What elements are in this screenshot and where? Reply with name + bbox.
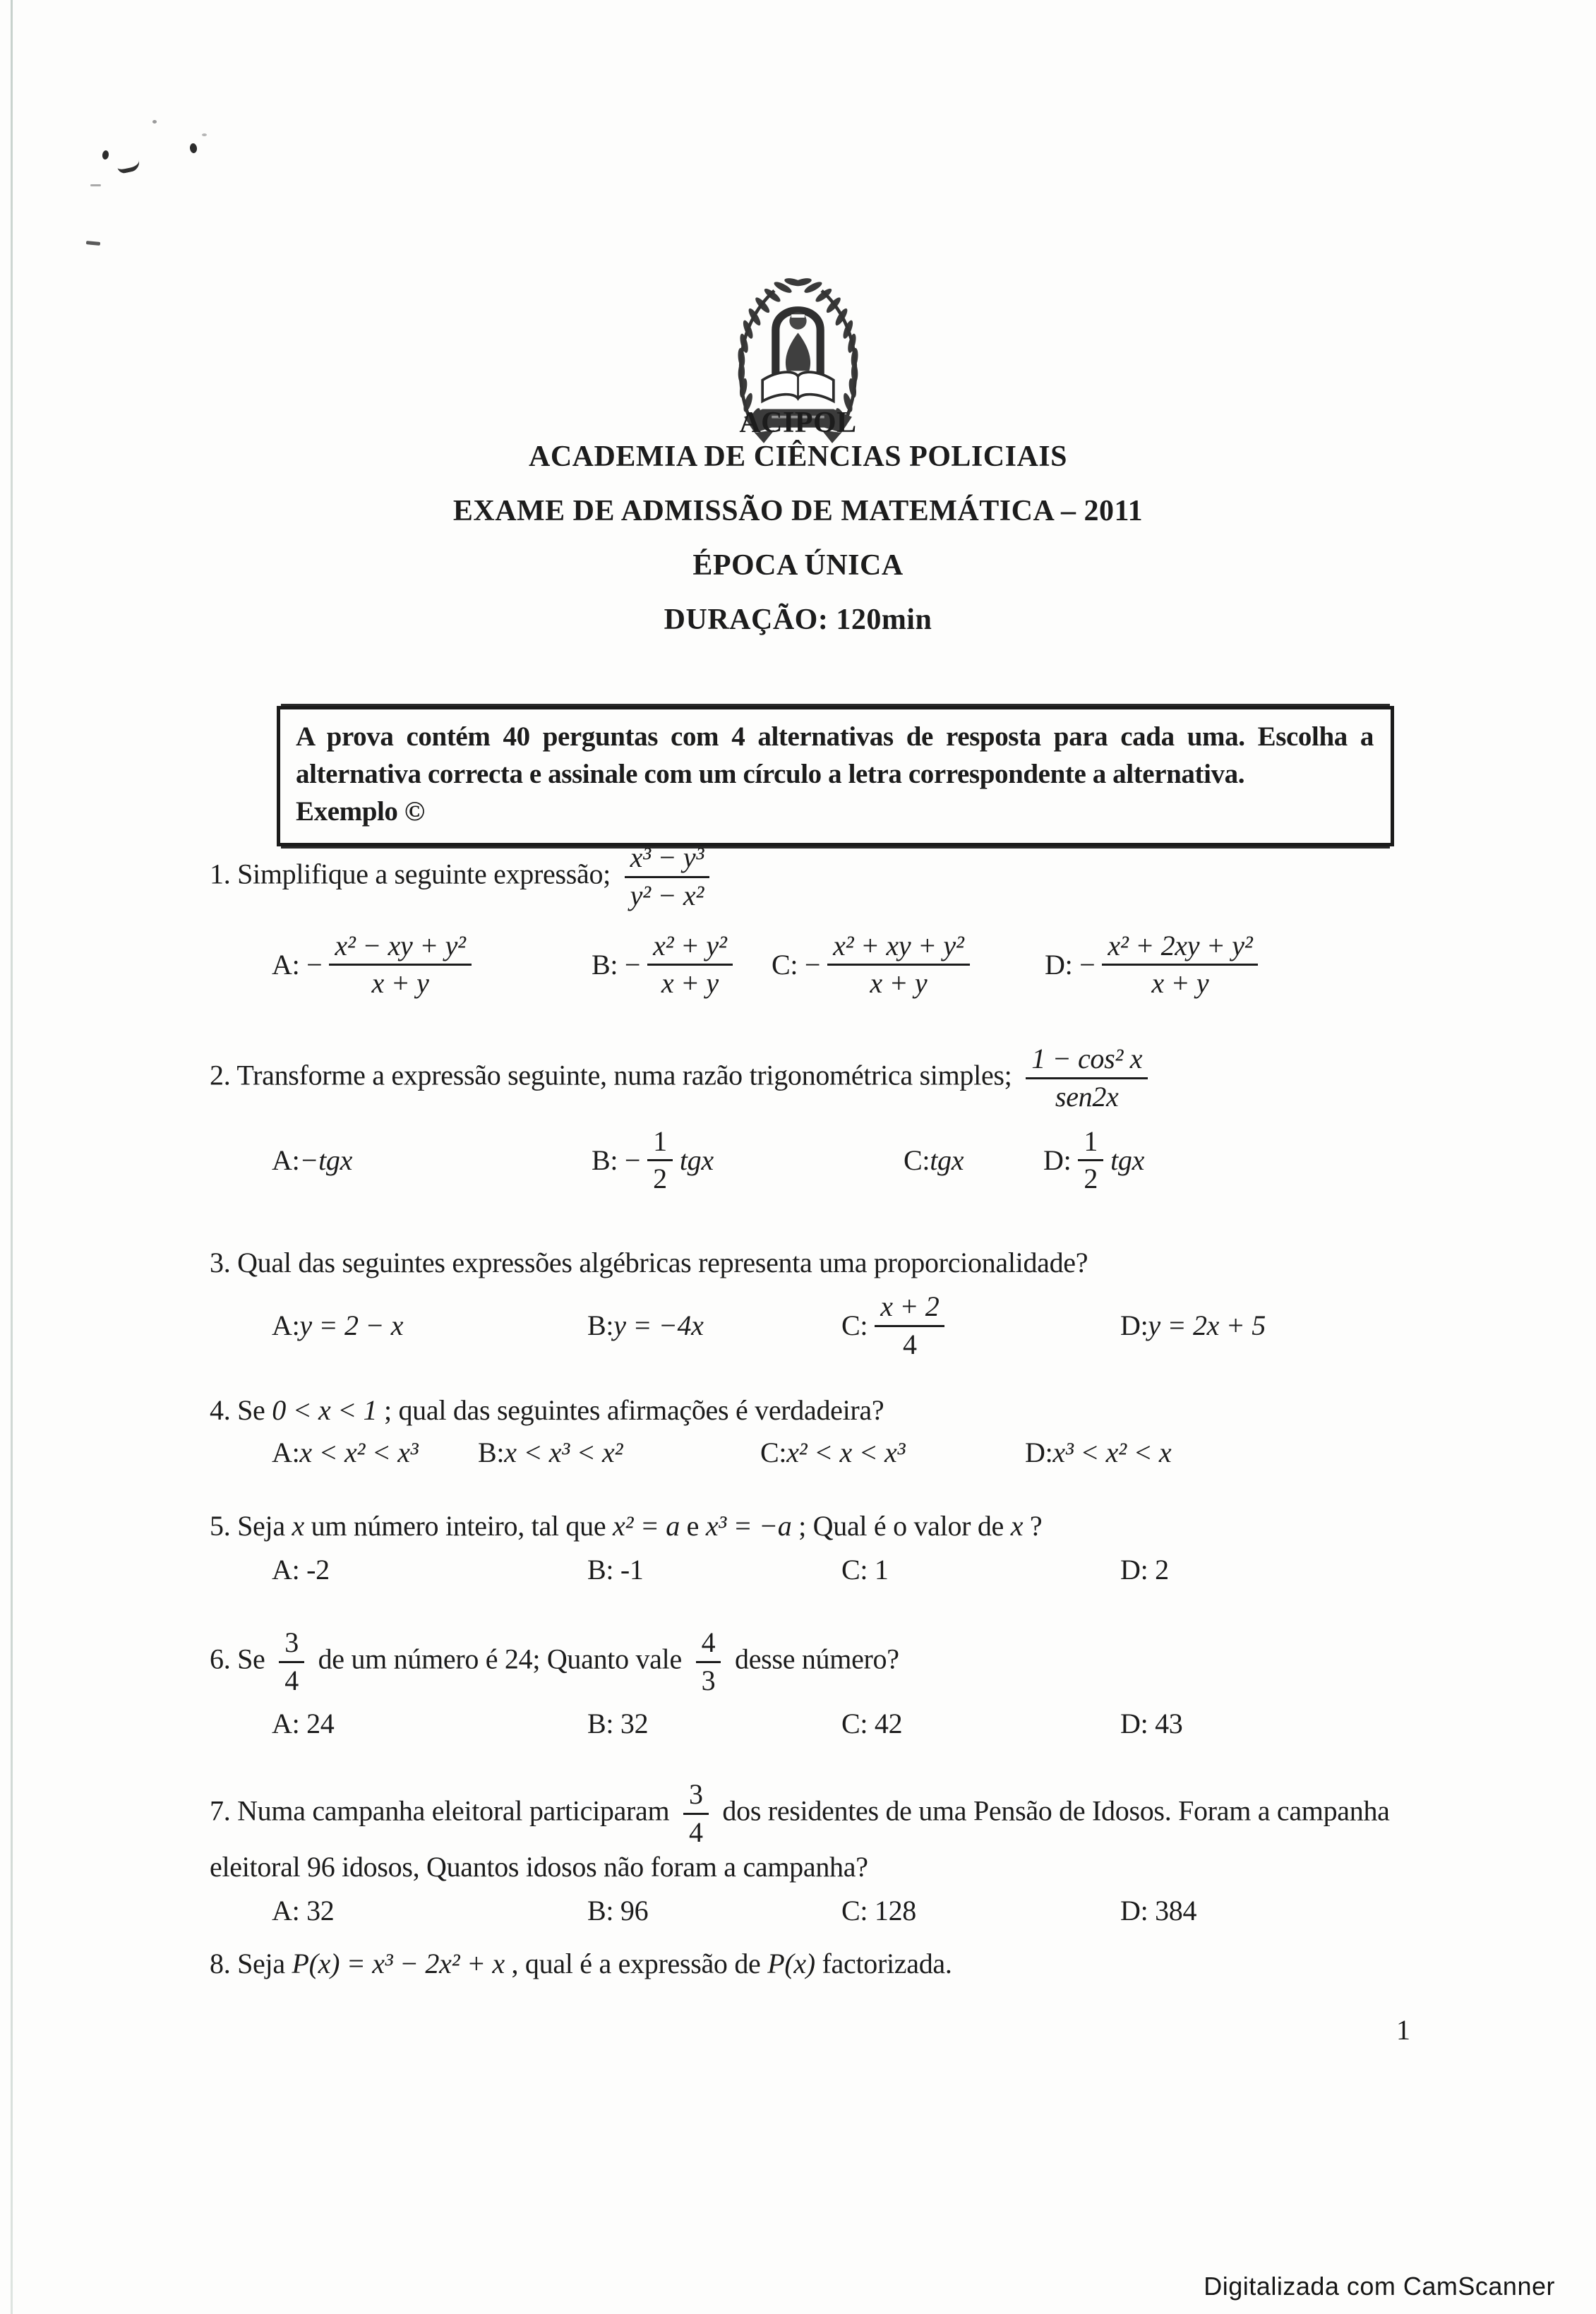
org-name: ACADEMIA DE CIÊNCIAS POLICIAIS (529, 440, 1067, 473)
question-6 (210, 1627, 1403, 1742)
math-expression: x³ = −a (705, 1510, 792, 1542)
question-1 (210, 842, 1403, 1000)
exam-title: EXAME DE ADMISSÃO DE MATEMÁTICA – 2011 (452, 495, 1144, 527)
math-expression: tgx (679, 1144, 714, 1176)
text-run: ; Qual é o valor de (791, 1510, 1011, 1542)
options-row (210, 1434, 1403, 1471)
exam-duration: DURAÇÃO: 120min (664, 604, 932, 636)
text-run: 2. Transforme a expressão seguinte, numa razão trigonométrica simples; (210, 1059, 1019, 1091)
text-run: 5. Seja (210, 1510, 292, 1542)
text-run: C: 128 (841, 1894, 916, 1926)
ink-speck (202, 133, 207, 136)
question-text (210, 1245, 1403, 1281)
text-run: factorizada. (815, 1948, 952, 1979)
instructions-box (277, 706, 1394, 846)
question-option (587, 1552, 841, 1588)
fraction: $\frac{\text{x² − xy + y²}}{x + y}$ (329, 930, 471, 1000)
text-run: e (679, 1510, 706, 1542)
instructions-example (296, 793, 1374, 830)
question-option (272, 1893, 587, 1929)
question-text (210, 1779, 1399, 1886)
text-run: de um número é 24; Quanto vale (311, 1643, 689, 1675)
question-text (210, 1392, 1403, 1429)
question-8 (210, 1946, 1403, 1982)
text-run: um número inteiro, tal que (304, 1510, 613, 1542)
math-expression: x < x³ < x² (504, 1437, 623, 1468)
page-number: 1 (1396, 2014, 1410, 2046)
question-option (1043, 1126, 1403, 1196)
fraction: $\frac{\text{x² + xy + y²}}{x + y}$ (827, 930, 969, 1000)
ink-speck (189, 143, 197, 154)
text-run: 4. Se (210, 1394, 272, 1426)
question-option (1120, 1705, 1403, 1742)
fraction: $\frac{\text{1 − cos² x}}{\text{sen2x}}$ (1026, 1043, 1148, 1113)
example-label: Exemplo (296, 796, 398, 827)
question-option (272, 1142, 592, 1179)
text-run: A: (272, 1309, 300, 1342)
text-run: D: 384 (1120, 1894, 1197, 1926)
question-option (841, 1705, 1120, 1742)
ink-speck (102, 150, 109, 160)
fraction: $\frac{4}{3}$ (696, 1627, 721, 1697)
fraction: $\frac{1}{2}$ (647, 1126, 673, 1196)
exam-epoch: ÉPOCA ÚNICA (692, 549, 904, 582)
question-2 (210, 1043, 1403, 1195)
question-option (272, 1307, 587, 1344)
fraction: $\frac{3}{4}$ (279, 1627, 304, 1697)
question-option (904, 1142, 1043, 1179)
question-option (592, 1126, 904, 1196)
question-option (772, 930, 1045, 1000)
options-row (210, 1126, 1403, 1196)
text-run: C: − (772, 948, 821, 981)
text-run: 6. Se (210, 1643, 272, 1675)
text-run: 8. Seja (210, 1948, 292, 1979)
question-option (1120, 1552, 1403, 1588)
question-text (210, 1508, 1403, 1545)
question-option (272, 930, 592, 1000)
org-acronym: ACIPOL (739, 407, 857, 439)
text-run: D: 2 (1120, 1554, 1169, 1585)
text-run: B: − (592, 1144, 641, 1176)
question-option (592, 930, 772, 1000)
question-option (841, 1552, 1120, 1588)
math-expression: x (292, 1510, 304, 1542)
question-option (1120, 1307, 1403, 1344)
text-run: dos residentes de uma Pensão de Idosos. Foram a campanha eleitoral 96 idosos, Quantos idosos não foram a campanha? (210, 1794, 1390, 1883)
text-run: D: (1043, 1144, 1072, 1176)
text-run: C: 42 (841, 1707, 903, 1739)
text-run: B: − (592, 948, 641, 981)
ink-speck (86, 241, 100, 246)
question-option (272, 1705, 587, 1742)
question-option (841, 1893, 1120, 1929)
scan-artifact-line (11, 0, 13, 2314)
question-option (587, 1893, 841, 1929)
question-text (210, 1627, 1403, 1697)
circled-c-symbol: © (404, 796, 425, 827)
options-row (210, 930, 1403, 1000)
question-option (587, 1705, 841, 1742)
math-expression: −tgx (299, 1144, 353, 1176)
fraction: $\frac{x + 2}{4}$ (875, 1291, 944, 1361)
text-run: ? (1023, 1510, 1043, 1542)
question-option (478, 1434, 760, 1471)
text-run: B: (587, 1309, 614, 1342)
text-run: , qual é a expressão de (504, 1948, 768, 1979)
question-5 (210, 1508, 1403, 1588)
fraction: $\frac{\text{x² + 2xy + y²}}{x + y}$ (1102, 930, 1258, 1000)
question-7 (210, 1779, 1399, 1929)
question-text (210, 1946, 1403, 1982)
question-option (272, 1434, 478, 1471)
fraction: $\frac{1}{2}$ (1078, 1126, 1103, 1196)
text-run: 7. Numa campanha eleitoral participaram (210, 1794, 677, 1827)
text-run: A: − (272, 948, 323, 981)
math-expression: x² = a (613, 1510, 680, 1542)
text-run: B: -1 (587, 1554, 644, 1585)
fraction: $\frac{3}{4}$ (683, 1779, 709, 1849)
text-run: 1. Simplifique a seguinte expressão; (210, 858, 618, 890)
math-expression: x³ < x² < x (1052, 1437, 1172, 1468)
text-run: D: (1025, 1437, 1053, 1468)
text-run: ; qual das seguintes afirmações é verdadeira? (377, 1394, 884, 1426)
question-4 (210, 1392, 1403, 1471)
options-row (210, 1552, 1403, 1588)
math-expression: P(x) = x³ − 2x² + x (292, 1948, 505, 1979)
math-expression: 0 < x < 1 (272, 1394, 378, 1426)
instructions-text: A prova contém 40 perguntas com 4 alternativas de resposta para cada uma. Escolha a alternativa correcta e assinale com um círculo a letra correspondente a alternativa. (296, 721, 1374, 790)
math-expression: y = 2x + 5 (1148, 1309, 1266, 1342)
text-run: desse número? (728, 1643, 899, 1675)
options-row (210, 1893, 1399, 1929)
math-expression: y = 2 − x (299, 1309, 404, 1342)
text-run: C: 1 (841, 1554, 889, 1585)
question-option (1025, 1434, 1403, 1471)
text-run: A: -2 (272, 1554, 330, 1585)
text-run: B: (478, 1437, 505, 1468)
text-run: D: (1120, 1309, 1148, 1342)
options-row (210, 1291, 1403, 1361)
text-run: A: 24 (272, 1707, 335, 1739)
ink-speck (152, 120, 157, 124)
ink-speck (116, 156, 140, 174)
text-run: D: 43 (1120, 1707, 1183, 1739)
math-expression: y = −4x (613, 1309, 704, 1342)
math-expression: tgx (930, 1144, 964, 1176)
text-run: C: (841, 1309, 868, 1342)
question-text (210, 842, 1403, 912)
question-option (1120, 1893, 1399, 1929)
text-run: B: 32 (587, 1707, 649, 1739)
text-run: C: (760, 1437, 787, 1468)
math-expression: tgx (1110, 1144, 1145, 1176)
text-run: D: − (1045, 948, 1096, 981)
camscanner-watermark: Digitalizada com CamScanner (1204, 2272, 1555, 2301)
question-option (1045, 930, 1403, 1000)
math-expression: x (1010, 1510, 1024, 1542)
text-run: A: (272, 1144, 300, 1176)
math-expression: x < x² < x³ (299, 1437, 419, 1468)
question-option (272, 1552, 587, 1588)
question-option (587, 1307, 841, 1344)
options-row (210, 1705, 1403, 1742)
text-run: A: (272, 1437, 300, 1468)
question-3 (210, 1245, 1403, 1361)
text-run: 3. Qual das seguintes expressões algébricas representa uma proporcionalidade? (210, 1247, 1088, 1278)
text-run: C: (904, 1144, 930, 1176)
math-expression: P(x) (767, 1948, 815, 1979)
question-option (841, 1291, 1120, 1361)
text-run: B: 96 (587, 1894, 649, 1926)
question-text (210, 1043, 1403, 1113)
math-expression: x² < x < x³ (786, 1437, 906, 1468)
ink-speck (90, 184, 101, 186)
fraction: $\frac{\text{x² + y²}}{x + y}$ (647, 930, 732, 1000)
question-option (760, 1434, 1025, 1471)
text-run: A: 32 (272, 1894, 335, 1926)
fraction: $\frac{\text{x³ − y³}}{\text{y² − x²}}$ (625, 842, 709, 912)
